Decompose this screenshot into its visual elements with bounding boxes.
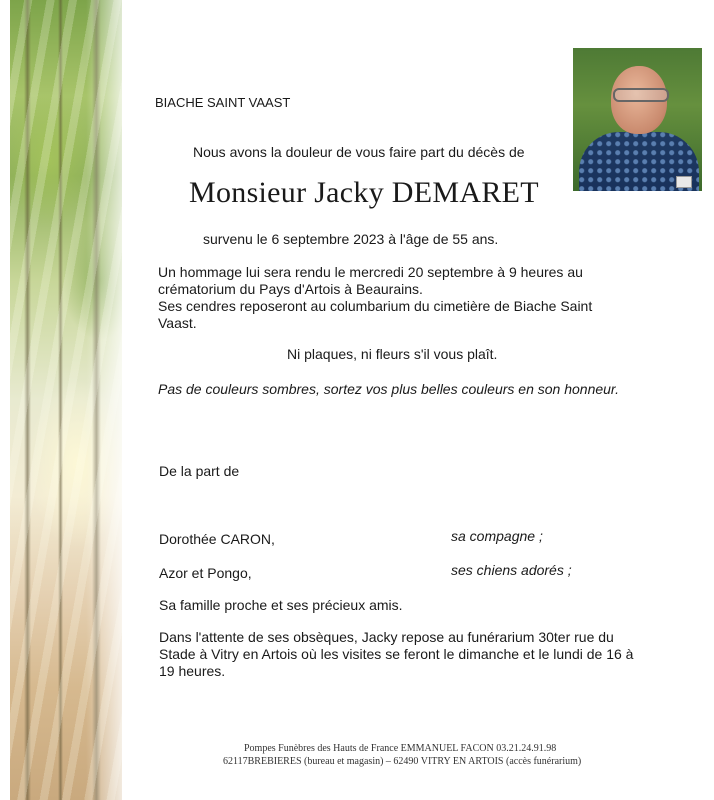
footer-line-1: Pompes Funèbres des Hauts de France EMMANUEL FACON 03.21.24.91.98 — [244, 743, 557, 754]
family-member-relation: sa compagne ; — [451, 528, 543, 544]
from-label: De la part de — [159, 463, 240, 479]
forest-banner-image — [10, 0, 122, 800]
rest-line-2: Stade à Vitry en Artois où les visites se feront le dimanche et le lundi de 16 à — [159, 646, 634, 662]
family-member-name: Azor et Pongo, — [159, 565, 252, 581]
colors-request-text: Pas de couleurs sombres, sortez vos plus belles couleurs en son honneur. — [158, 381, 619, 397]
hommage-line-3: Ses cendres reposeront au columbarium du cimetière de Biache Saint — [158, 298, 593, 314]
no-flowers-text: Ni plaques, ni fleurs s'il vous plaît. — [287, 346, 498, 362]
family-member-relation: ses chiens adorés ; — [451, 562, 572, 578]
footer-line-2: 62117BREBIERES (bureau et magasin) – 62490 VITRY EN ARTOIS (accès funérarium) — [223, 756, 582, 767]
place-heading: BIACHE SAINT VAAST — [155, 95, 291, 110]
intro-text: Nous avons la douleur de vous faire part du décès de — [193, 144, 525, 160]
hommage-line-1: Un hommage lui sera rendu le mercredi 20 septembre à 9 heures au — [158, 264, 583, 280]
hommage-line-2: crématorium du Pays d'Artois à Beaurains. — [158, 281, 423, 297]
family-member-name: Dorothée CARON, — [159, 531, 275, 547]
portrait-photo — [573, 48, 702, 191]
hommage-line-4: Vaast. — [158, 315, 197, 331]
family-note-text: Sa famille proche et ses précieux amis. — [159, 597, 403, 613]
rest-line-3: 19 heures. — [159, 663, 226, 679]
deceased-name: Monsieur Jacky DEMARET — [189, 176, 539, 209]
death-date-text: survenu le 6 septembre 2023 à l'âge de 55 ans. — [203, 231, 499, 247]
rest-line-1: Dans l'attente de ses obsèques, Jacky repose au funérarium 30ter rue du — [159, 629, 614, 645]
